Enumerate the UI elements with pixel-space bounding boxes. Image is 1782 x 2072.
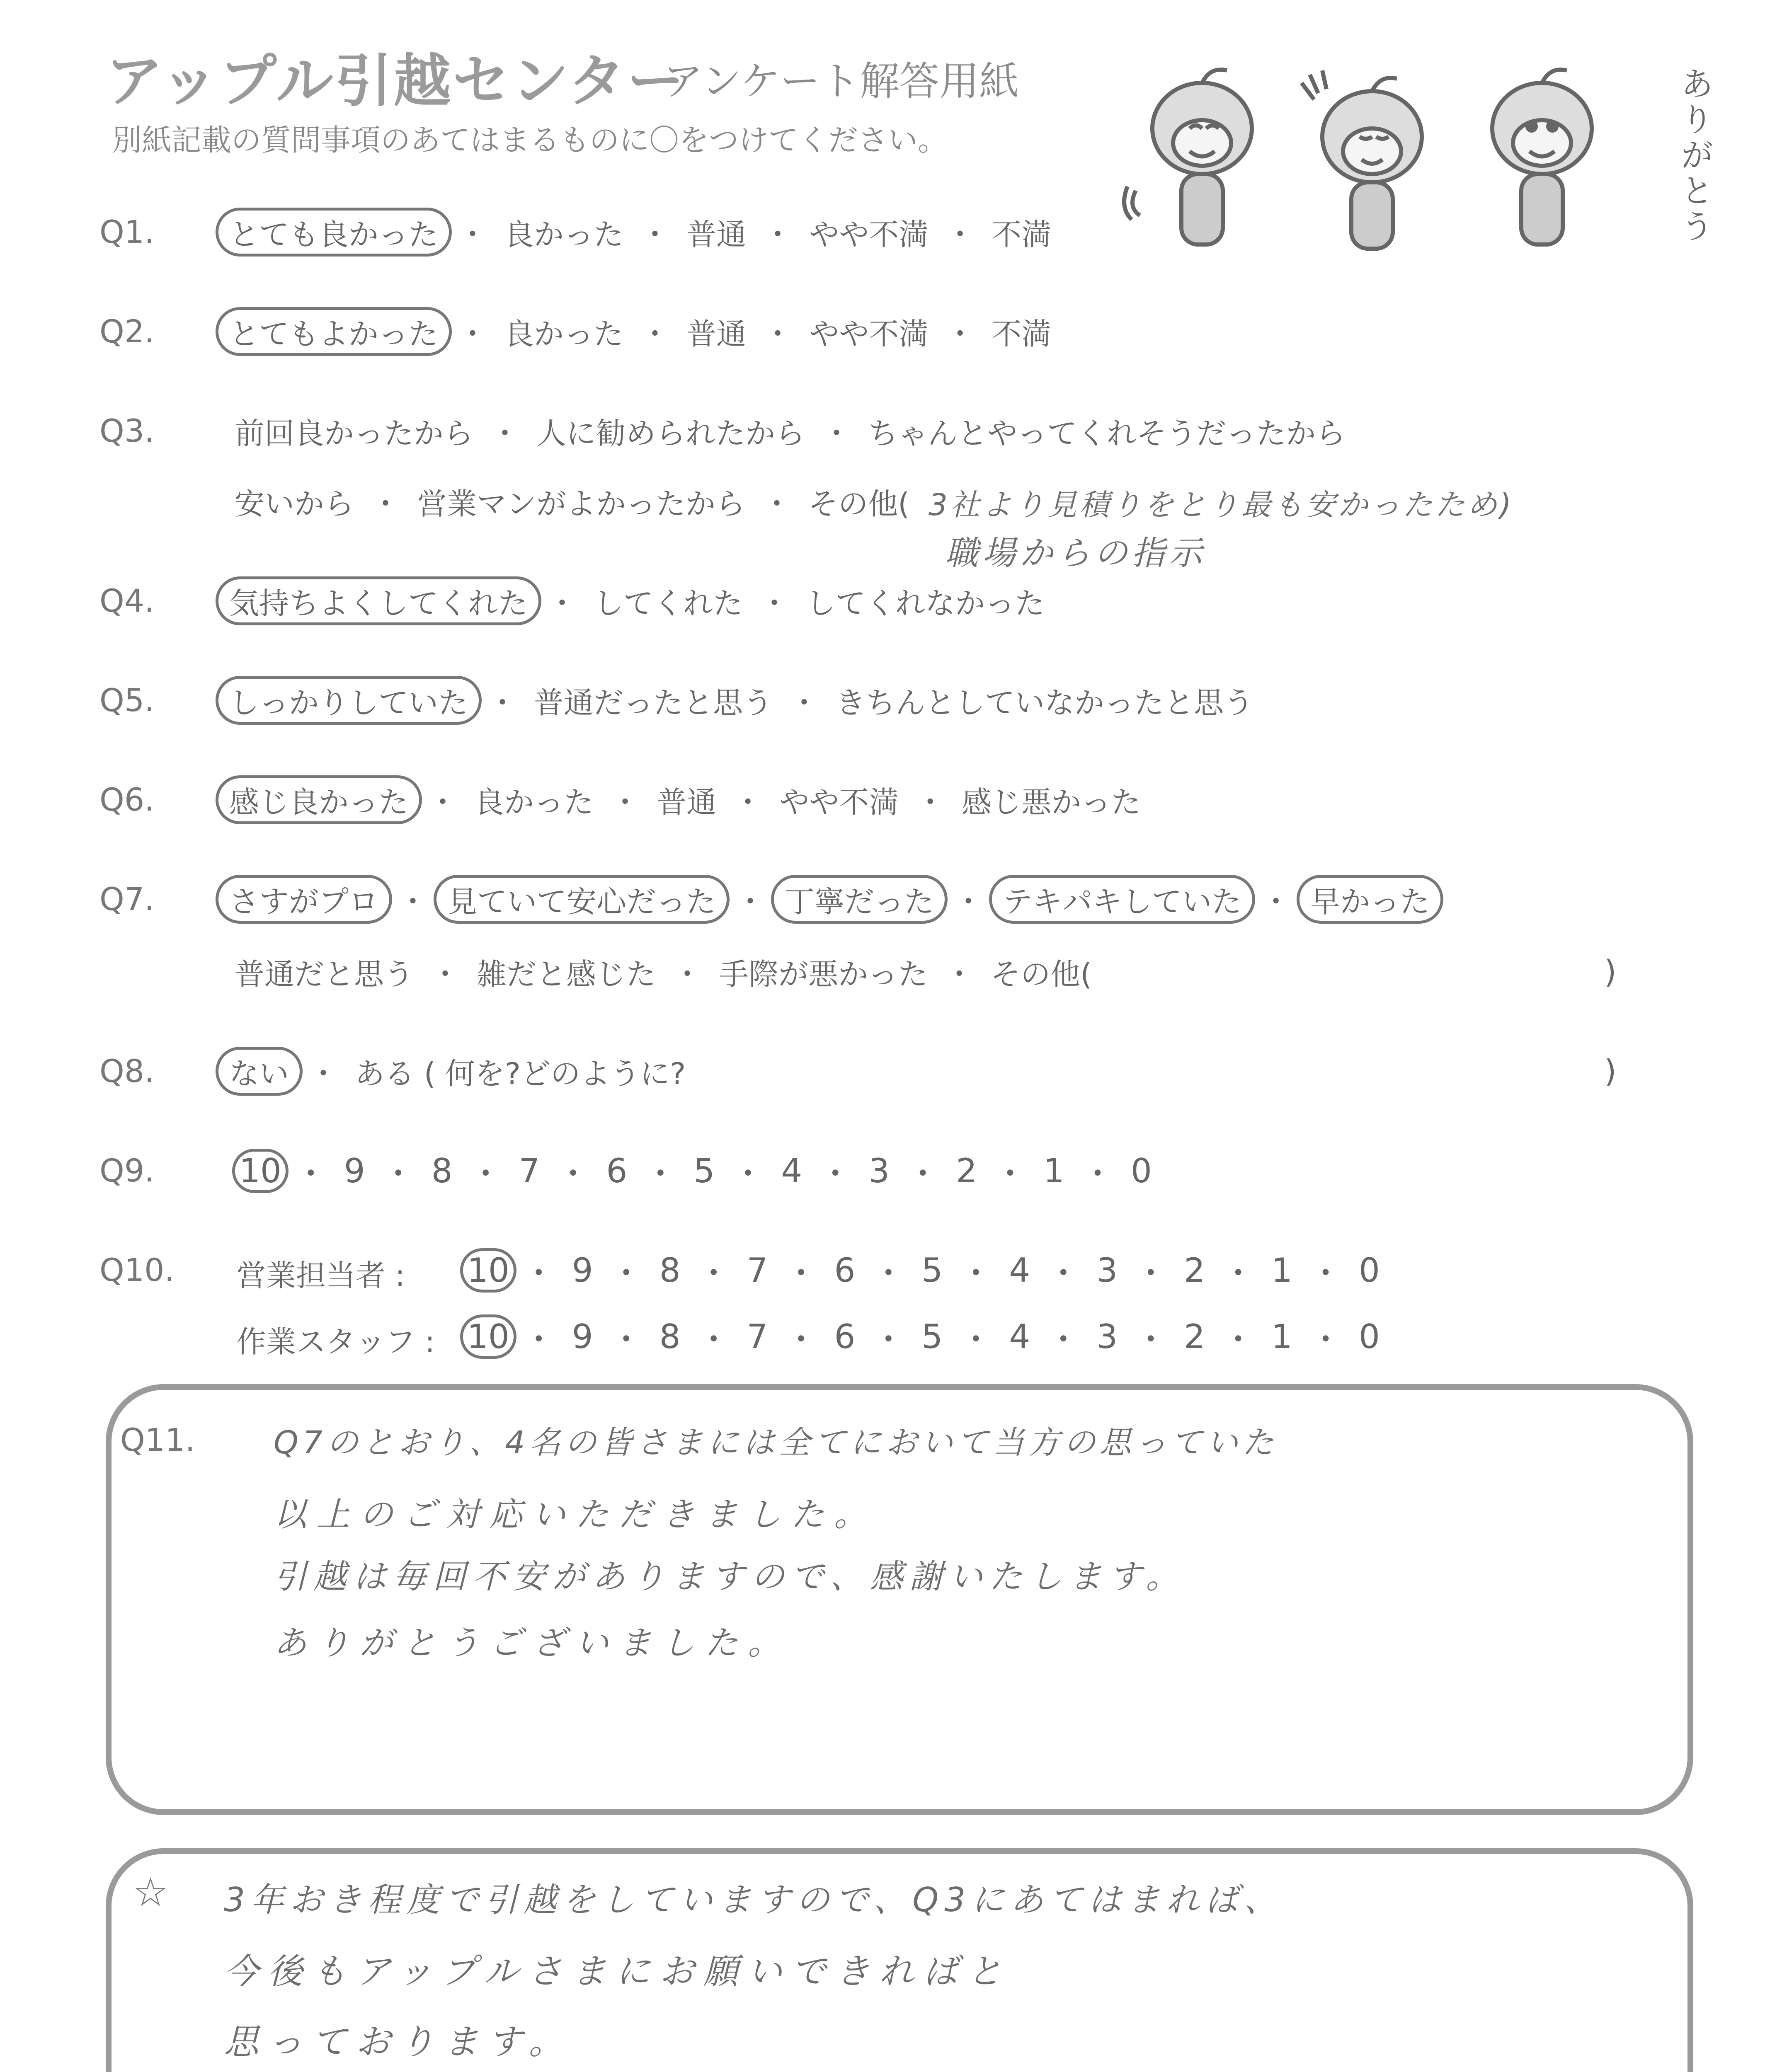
q10-staff-label: 作業スタッフ : <box>236 1324 435 1359</box>
free-comment-line-3: 思っております。 <box>224 2021 573 2062</box>
q2-option-3[interactable]: 普通 <box>686 317 747 351</box>
q8-label: Q8. <box>99 1053 155 1089</box>
q6-option-3[interactable]: 普通 <box>657 785 717 820</box>
q10-staff-score-7[interactable]: 7 <box>747 1317 768 1356</box>
q10-sales-score-10[interactable]: 10 <box>460 1248 516 1293</box>
q3-option-other[interactable]: その他( <box>808 487 910 521</box>
q9-score-8[interactable]: 8 <box>431 1151 453 1190</box>
q9-score-4[interactable]: 4 <box>781 1151 803 1190</box>
free-comment-line-2: 今後もアップルさまにお願いできればと <box>224 1951 1011 1992</box>
q10-staff-score-5[interactable]: 5 <box>921 1317 943 1356</box>
q10-staff-score-6[interactable]: 6 <box>834 1317 856 1356</box>
q9-score-1[interactable]: 1 <box>1043 1151 1064 1190</box>
q6-option-4[interactable]: やや不満 <box>779 785 899 820</box>
q1-options: とても良かった ・ 良かった ・ 普通 ・ やや不満 ・ 不満 <box>216 207 1062 257</box>
q6-options: 感じ良かった ・ 良かった ・ 普通 ・ やや不満 ・ 感じ悪かった <box>216 775 1152 825</box>
q1-option-4[interactable]: やや不満 <box>809 217 929 252</box>
q10-sales-score-7[interactable]: 7 <box>747 1251 768 1290</box>
q2-option-1[interactable]: とてもよかった <box>216 307 452 356</box>
q7-option-4[interactable]: テキパキしていた <box>989 875 1255 924</box>
q4-option-2[interactable]: してくれた <box>594 586 743 621</box>
q7-option-2[interactable]: 見ていて安心だった <box>434 875 730 924</box>
q9-scale: 10 ・ 9 ・ 8 ・ 7 ・ 6 ・ 5 ・ 4 ・ 3 ・ 2 ・ 1 ・ 0 <box>232 1146 1163 1196</box>
q10-staff-score-10[interactable]: 10 <box>460 1314 516 1359</box>
q11-comment-line-1: Q7のとおり、4名の皆さまには全てにおいて当方の思っていた <box>274 1424 1278 1461</box>
q7-option-3[interactable]: 丁寧だった <box>771 875 948 924</box>
q3-options-line2: 安いから ・ 営業マンがよかったから ・ その他( <box>224 477 920 526</box>
q3-option-1[interactable]: 前回良かったから <box>235 416 474 451</box>
q9-score-6[interactable]: 6 <box>606 1151 628 1190</box>
q9-label: Q9. <box>99 1152 155 1189</box>
q10-sales-score-3[interactable]: 3 <box>1096 1251 1118 1290</box>
q6-label: Q6. <box>99 781 155 818</box>
q3-option-4[interactable]: 安いから <box>235 487 354 521</box>
q10-staff-score-2[interactable]: 2 <box>1184 1317 1205 1356</box>
q10-staff-score-4[interactable]: 4 <box>1009 1317 1030 1356</box>
q3-option-3[interactable]: ちゃんとやってくれそうだったから <box>868 416 1346 451</box>
q3-option-5[interactable]: 営業マンがよかったから <box>417 487 746 521</box>
q9-score-10[interactable]: 10 <box>232 1149 289 1193</box>
q10-sales-label: 営業担当者 : <box>236 1258 405 1293</box>
q7-option-7[interactable]: 雑だと感じた <box>477 957 656 992</box>
page-subtitle: アンケート解答用紙 <box>663 58 1019 104</box>
q7-option-8[interactable]: 手際が悪かった <box>719 957 928 992</box>
q3-other-handwritten-2: 職場からの指示 <box>945 534 1206 572</box>
q6-option-1[interactable]: 感じ良かった <box>216 775 422 824</box>
q5-options: しっかりしていた ・ 普通だったと思う ・ きちんとしていなかったと思う <box>216 675 1264 725</box>
q5-label: Q5. <box>99 682 155 719</box>
q7-options-line1: さすがプロ ・ 見ていて安心だった ・ 丁寧だった ・ テキパキしていた ・ 早かった <box>216 874 1443 924</box>
q2-label: Q2. <box>99 313 155 350</box>
q8-close-paren: ) <box>1604 1053 1617 1089</box>
q10-sales-score-1[interactable]: 1 <box>1271 1251 1292 1290</box>
q9-score-0[interactable]: 0 <box>1130 1151 1152 1190</box>
q9-score-7[interactable]: 7 <box>519 1151 540 1190</box>
q10-sales-score-8[interactable]: 8 <box>659 1251 681 1290</box>
q9-score-2[interactable]: 2 <box>956 1151 977 1190</box>
q1-option-5[interactable]: 不満 <box>992 217 1052 252</box>
q10-sales-score-5[interactable]: 5 <box>921 1251 943 1290</box>
q1-option-3[interactable]: 普通 <box>686 217 747 252</box>
q7-option-1[interactable]: さすがプロ <box>216 875 392 924</box>
q10-sales-score-9[interactable]: 9 <box>572 1251 593 1290</box>
q10-staff-score-8[interactable]: 8 <box>659 1317 681 1356</box>
thanks-vertical-text: ありがとう <box>1675 66 1714 244</box>
q7-option-other[interactable]: その他( <box>991 957 1092 992</box>
q4-options: 気持ちよくしてくれた ・ してくれた ・ してくれなかった <box>216 576 1055 626</box>
q9-score-3[interactable]: 3 <box>868 1151 890 1190</box>
q10-staff-score-0[interactable]: 0 <box>1358 1317 1380 1356</box>
q10-staff-scale: 10 ・ 9 ・ 8 ・ 7 ・ 6 ・ 5 ・ 4 ・ 3 ・ 2 ・ 1 ・ 0 <box>460 1312 1391 1361</box>
star-icon: ☆ <box>133 1869 169 1915</box>
q1-option-2[interactable]: 良かった <box>504 217 624 252</box>
q11-comment-line-2: 以上のご対応いただきました。 <box>274 1495 877 1534</box>
q2-option-4[interactable]: やや不満 <box>809 317 929 351</box>
q10-sales-score-2[interactable]: 2 <box>1184 1251 1205 1290</box>
q10-staff-score-9[interactable]: 9 <box>572 1317 593 1356</box>
q10-sales-score-4[interactable]: 4 <box>1009 1251 1030 1290</box>
q9-score-9[interactable]: 9 <box>344 1151 365 1190</box>
q7-option-6[interactable]: 普通だと思う <box>235 957 414 992</box>
q5-option-1[interactable]: しっかりしていた <box>216 676 482 725</box>
q10-sales-score-0[interactable]: 0 <box>1358 1251 1380 1290</box>
q11-label: Q11. <box>120 1421 195 1458</box>
q3-options-line1: 前回良かったから ・ 人に勧められたから ・ ちゃんとやってくれそうだったから <box>224 406 1356 456</box>
q3-other-handwritten-1: 3社より見積りをとり最も安かったため) <box>929 487 1514 522</box>
q11-comment-line-3: 引越は毎回不安がありますので、感謝いたします。 <box>274 1557 1186 1596</box>
instruction-text: 別紙記載の質問事項のあてはまるものに〇をつけてください。 <box>112 123 948 157</box>
q4-option-1[interactable]: 気持ちよくしてくれた <box>216 576 541 625</box>
q10-sales-score-6[interactable]: 6 <box>834 1251 856 1290</box>
q1-option-1[interactable]: とても良かった <box>216 208 452 257</box>
q9-score-5[interactable]: 5 <box>693 1151 715 1190</box>
page-title: アップル引越センター <box>106 48 686 114</box>
q10-staff-score-1[interactable]: 1 <box>1271 1317 1292 1356</box>
q8-options: ない ・ ある ( 何を?どのように? <box>216 1046 696 1096</box>
monkey-mascots-illustration <box>1119 58 1679 274</box>
q11-comment-line-4: ありがとうございました。 <box>274 1624 791 1662</box>
q5-option-2[interactable]: 普通だったと思う <box>534 685 773 720</box>
q7-other-close-paren: ) <box>1604 953 1617 990</box>
q7-option-5[interactable]: 早かった <box>1297 875 1443 924</box>
q10-sales-scale: 10 ・ 9 ・ 8 ・ 7 ・ 6 ・ 5 ・ 4 ・ 3 ・ 2 ・ 1 ・ 0 <box>460 1245 1391 1295</box>
free-comment-line-1: 3年おき程度で引越をしていますので、Q3にあてはまれば、 <box>224 1881 1283 1919</box>
q4-option-3[interactable]: してくれなかった <box>806 586 1045 621</box>
q2-option-5[interactable]: 不満 <box>992 317 1052 351</box>
q2-option-2[interactable]: 良かった <box>504 317 624 351</box>
q3-option-2[interactable]: 人に勧められたから <box>536 416 805 451</box>
q5-option-3[interactable]: きちんとしていなかったと思う <box>836 685 1254 720</box>
q1-label: Q1. <box>99 213 155 250</box>
q7-label: Q7. <box>99 881 155 917</box>
q7-options-line2: 普通だと思う ・ 雑だと感じた ・ 手際が悪かった ・ その他( <box>224 947 1103 997</box>
q10-staff-score-3[interactable]: 3 <box>1096 1317 1118 1356</box>
q8-option-2[interactable]: ある ( 何を?どのように? <box>355 1056 686 1091</box>
q8-option-1[interactable]: ない <box>216 1047 303 1096</box>
q4-label: Q4. <box>99 582 155 619</box>
q6-option-2[interactable]: 良かった <box>474 785 594 820</box>
q6-option-5[interactable]: 感じ悪かった <box>962 785 1141 820</box>
q10-label: Q10. <box>99 1251 175 1288</box>
q2-options: とてもよかった ・ 良かった ・ 普通 ・ やや不満 ・ 不満 <box>216 307 1062 356</box>
q3-label: Q3. <box>99 412 155 449</box>
